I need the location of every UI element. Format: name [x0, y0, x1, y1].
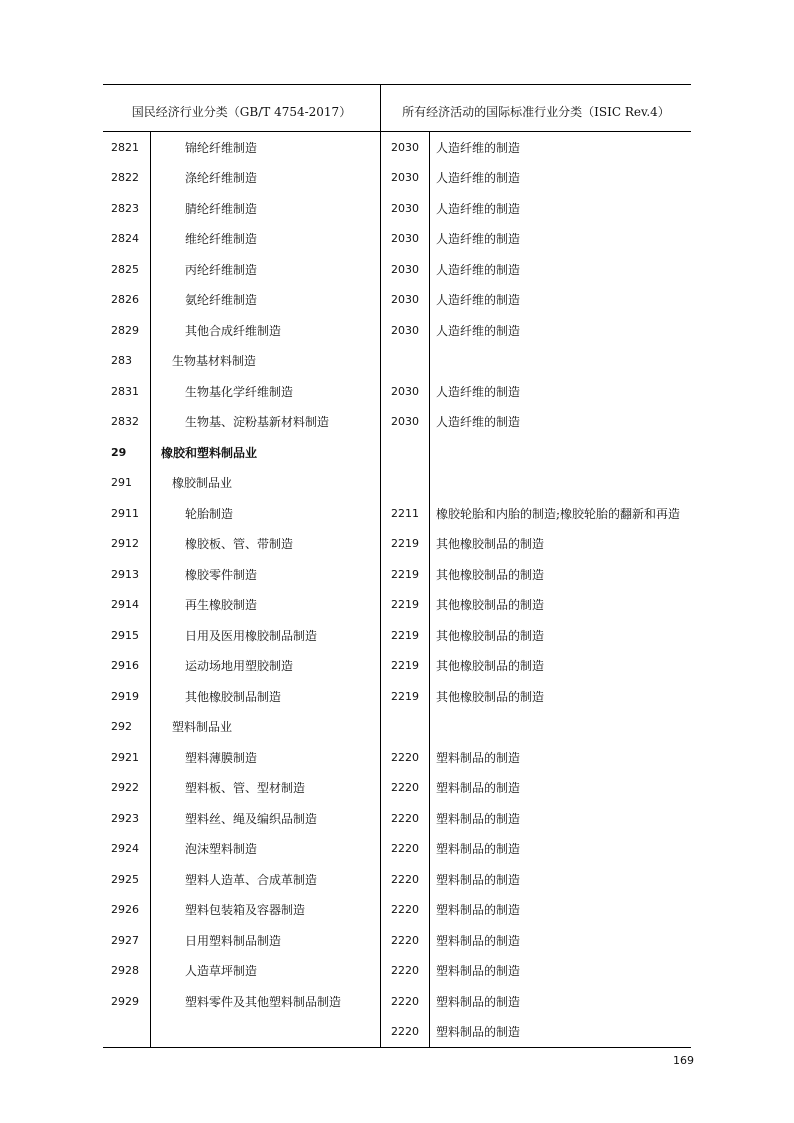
header-gb-classification: 国民经济行业分类（GB/T 4754-2017） — [103, 85, 381, 131]
table-row — [103, 1017, 691, 1048]
table-row — [103, 498, 691, 529]
isic-category-name: 人造纤维的制造 — [436, 232, 521, 247]
table-row — [103, 651, 691, 682]
gb-category-name: 橡胶板、管、带制造 — [151, 529, 381, 560]
gb-category-name: 生物基材料制造 — [151, 346, 381, 377]
isic-category-name: 塑料制品的制造 — [436, 872, 521, 887]
isic-code: 2030 — [381, 163, 430, 194]
gb-code: 29 — [103, 437, 151, 468]
gb-code: 2823 — [103, 193, 151, 224]
header-isic-classification: 所有经济活动的国际标准行业分类（ISIC Rev.4） — [402, 105, 670, 119]
gb-category-name: 日用及医用橡胶制品制造 — [151, 620, 381, 651]
gb-code: 2922 — [103, 773, 151, 804]
isic-category-name: 塑料制品的制造 — [436, 811, 521, 826]
table-row — [103, 529, 691, 560]
gb-code: 2826 — [103, 285, 151, 316]
gb-code: 2912 — [103, 529, 151, 560]
isic-category-name: 人造纤维的制造 — [436, 415, 521, 430]
isic-category-name: 人造纤维的制造 — [436, 384, 521, 399]
gb-category-name: 生物基化学纤维制造 — [151, 376, 381, 407]
gb-category-name: 塑料薄膜制造 — [151, 742, 381, 773]
gb-category-name: 运动场地用塑胶制造 — [151, 651, 381, 682]
gb-category-name: 塑料包装箱及容器制造 — [151, 895, 381, 926]
gb-code: 2913 — [103, 559, 151, 590]
isic-code — [381, 346, 430, 377]
table-row — [103, 254, 691, 285]
gb-category-name — [151, 1017, 381, 1048]
isic-code — [381, 437, 430, 468]
isic-code: 2220 — [381, 925, 430, 956]
isic-code: 2030 — [381, 285, 430, 316]
isic-code: 2030 — [381, 376, 430, 407]
isic-code: 2220 — [381, 803, 430, 834]
isic-category-name: 塑料制品的制造 — [436, 903, 521, 918]
isic-code: 2219 — [381, 681, 430, 712]
gb-category-name: 泡沫塑料制造 — [151, 834, 381, 865]
isic-category-name: 塑料制品的制造 — [436, 750, 521, 765]
isic-code — [381, 468, 430, 499]
isic-code: 2030 — [381, 407, 430, 438]
isic-category-name: 其他橡胶制品的制造 — [436, 628, 545, 643]
table-row — [103, 864, 691, 895]
isic-code: 2220 — [381, 895, 430, 926]
gb-code: 2914 — [103, 590, 151, 621]
gb-code: 2926 — [103, 895, 151, 926]
table-row — [103, 224, 691, 255]
gb-code: 2832 — [103, 407, 151, 438]
isic-category-name: 人造纤维的制造 — [436, 171, 521, 186]
gb-code: 292 — [103, 712, 151, 743]
gb-category-name: 人造草坪制造 — [151, 956, 381, 987]
table-row — [103, 132, 691, 163]
gb-category-name: 塑料制品业 — [151, 712, 381, 743]
isic-code: 2220 — [381, 864, 430, 895]
gb-code: 291 — [103, 468, 151, 499]
gb-category-name: 其他合成纤维制造 — [151, 315, 381, 346]
gb-category-name: 锦纶纤维制造 — [151, 132, 381, 163]
table-row — [103, 620, 691, 651]
table-row — [103, 834, 691, 865]
gb-code — [103, 1017, 151, 1048]
isic-code: 2220 — [381, 986, 430, 1017]
isic-code: 2030 — [381, 315, 430, 346]
gb-category-name: 塑料零件及其他塑料制品制造 — [151, 986, 381, 1017]
gb-code: 2919 — [103, 681, 151, 712]
isic-category-name: 其他橡胶制品的制造 — [436, 659, 545, 674]
gb-code: 2921 — [103, 742, 151, 773]
gb-code: 2924 — [103, 834, 151, 865]
table-row — [103, 956, 691, 987]
table-row — [103, 681, 691, 712]
table-row — [103, 986, 691, 1017]
isic-category-name — [430, 468, 691, 499]
isic-category-name: 塑料制品的制造 — [436, 964, 521, 979]
gb-category-name: 日用塑料制品制造 — [151, 925, 381, 956]
isic-category-name: 人造纤维的制造 — [436, 140, 521, 155]
gb-category-name: 其他橡胶制品制造 — [151, 681, 381, 712]
isic-code: 2030 — [381, 224, 430, 255]
table-row — [103, 742, 691, 773]
isic-code: 2219 — [381, 651, 430, 682]
isic-category-name: 其他橡胶制品的制造 — [436, 567, 545, 582]
gb-code: 2822 — [103, 163, 151, 194]
gb-category-name: 塑料板、管、型材制造 — [151, 773, 381, 804]
gb-category-name: 氨纶纤维制造 — [151, 285, 381, 316]
page-number: 169 — [673, 1054, 694, 1067]
isic-code: 2219 — [381, 559, 430, 590]
isic-code: 2030 — [381, 193, 430, 224]
table-row — [103, 895, 691, 926]
table-row — [103, 346, 691, 377]
isic-category-name: 其他橡胶制品的制造 — [436, 689, 545, 704]
isic-category-name — [430, 712, 691, 743]
isic-code: 2220 — [381, 834, 430, 865]
isic-category-name — [430, 346, 691, 377]
gb-code: 2824 — [103, 224, 151, 255]
gb-category-name: 橡胶零件制造 — [151, 559, 381, 590]
table-header — [103, 85, 691, 132]
isic-category-name: 人造纤维的制造 — [436, 262, 521, 277]
isic-category-name: 塑料制品的制造 — [436, 781, 521, 796]
isic-code: 2220 — [381, 773, 430, 804]
gb-code: 2916 — [103, 651, 151, 682]
gb-code: 2925 — [103, 864, 151, 895]
gb-category-name: 橡胶和塑料制品业 — [151, 437, 381, 468]
isic-category-name: 人造纤维的制造 — [436, 293, 521, 308]
table-row — [103, 712, 691, 743]
isic-category-name: 其他橡胶制品的制造 — [436, 537, 545, 552]
isic-code: 2219 — [381, 620, 430, 651]
isic-category-name: 其他橡胶制品的制造 — [436, 598, 545, 613]
isic-category-name: 人造纤维的制造 — [436, 323, 521, 338]
gb-category-name: 涤纶纤维制造 — [151, 163, 381, 194]
table-body — [103, 132, 691, 1047]
isic-category-name: 塑料制品的制造 — [436, 1025, 521, 1040]
isic-category-name: 塑料制品的制造 — [436, 933, 521, 948]
isic-code — [381, 712, 430, 743]
gb-category-name: 腈纶纤维制造 — [151, 193, 381, 224]
table-row — [103, 193, 691, 224]
gb-category-name: 生物基、淀粉基新材料制造 — [151, 407, 381, 438]
gb-code: 2821 — [103, 132, 151, 163]
table-row — [103, 590, 691, 621]
isic-code: 2030 — [381, 254, 430, 285]
isic-category-name — [430, 437, 691, 468]
gb-category-name: 丙纶纤维制造 — [151, 254, 381, 285]
gb-code: 2923 — [103, 803, 151, 834]
table-row — [103, 163, 691, 194]
table-row — [103, 773, 691, 804]
isic-code: 2030 — [381, 132, 430, 163]
classification-table — [103, 84, 691, 1048]
gb-category-name: 塑料人造革、合成革制造 — [151, 864, 381, 895]
isic-code: 2220 — [381, 1017, 430, 1048]
isic-code: 2219 — [381, 590, 430, 621]
gb-code: 2829 — [103, 315, 151, 346]
table-row — [103, 407, 691, 438]
table-row — [103, 285, 691, 316]
table-row — [103, 376, 691, 407]
isic-category-name: 塑料制品的制造 — [436, 842, 521, 857]
gb-code: 2927 — [103, 925, 151, 956]
table-row — [103, 803, 691, 834]
isic-code: 2219 — [381, 529, 430, 560]
table-row — [103, 468, 691, 499]
gb-category-name: 轮胎制造 — [151, 498, 381, 529]
gb-code: 2911 — [103, 498, 151, 529]
table-row — [103, 559, 691, 590]
gb-code: 2928 — [103, 956, 151, 987]
isic-code: 2220 — [381, 956, 430, 987]
gb-category-name: 橡胶制品业 — [151, 468, 381, 499]
table-row — [103, 437, 691, 468]
gb-category-name: 再生橡胶制造 — [151, 590, 381, 621]
isic-category-name: 人造纤维的制造 — [436, 201, 521, 216]
gb-code: 283 — [103, 346, 151, 377]
isic-category-name: 橡胶轮胎和内胎的制造;橡胶轮胎的翻新和再造 — [436, 506, 681, 521]
gb-category-name: 维纶纤维制造 — [151, 224, 381, 255]
gb-category-name: 塑料丝、绳及编织品制造 — [151, 803, 381, 834]
table-row — [103, 315, 691, 346]
isic-code: 2211 — [381, 498, 430, 529]
isic-code: 2220 — [381, 742, 430, 773]
gb-code: 2831 — [103, 376, 151, 407]
gb-code: 2915 — [103, 620, 151, 651]
isic-category-name: 塑料制品的制造 — [436, 994, 521, 1009]
gb-code: 2825 — [103, 254, 151, 285]
gb-code: 2929 — [103, 986, 151, 1017]
table-row — [103, 925, 691, 956]
